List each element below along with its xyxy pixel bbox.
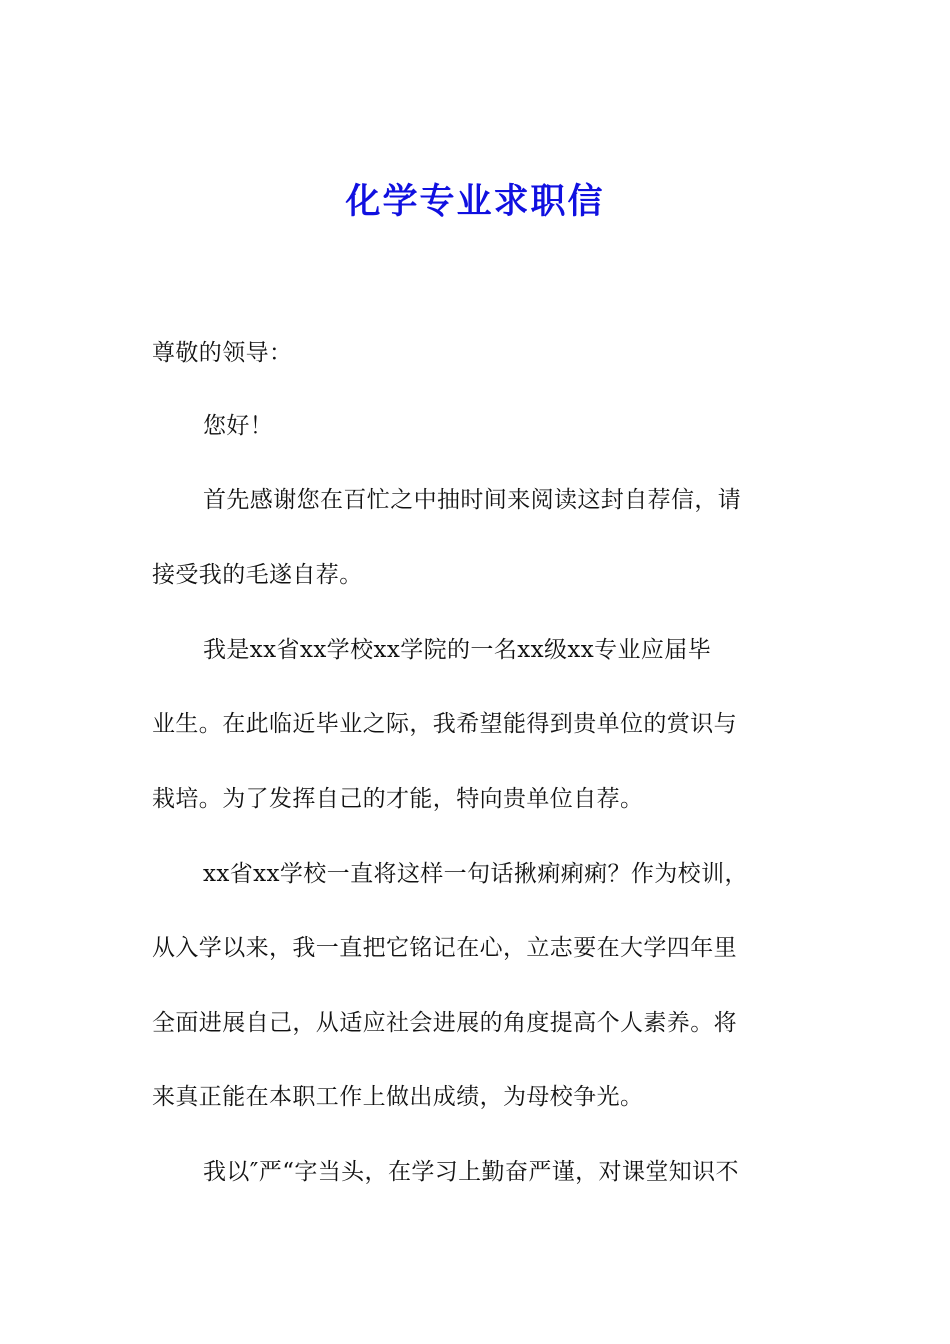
paragraph-line: 全面进展自己，从适应社会进展的角度提高个人素养。将 — [152, 1010, 737, 1036]
paragraph-line: 业生。在此临近毕业之际，我希望能得到贵单位的赏识与 — [152, 711, 737, 737]
paragraph-line: 来真正能在本职工作上做出成绩，为母校争光。 — [152, 1084, 644, 1110]
paragraph-line: 首先感谢您在百忙之中抽时间来阅读这封自荐信，请 — [203, 487, 742, 513]
paragraph-line: 栽培。为了发挥自己的才能，特向贵单位自荐。 — [152, 786, 644, 812]
paragraph-line: 从入学以来，我一直把它铭记在心，立志要在大学四年里 — [152, 935, 737, 961]
paragraph-line: 我是xx省xx学校xx学院的一名xx级xx专业应届毕 — [203, 637, 712, 663]
greeting: 您好！ — [203, 413, 274, 439]
paragraph-line: 我以″严“字当头，在学习上勤奋严谨，对课堂知识不 — [203, 1159, 739, 1185]
page-title: 化学专业求职信 — [345, 182, 605, 222]
paragraph-line: xx省xx学校一直将这样一句话揪痢痢痢？作为校训， — [203, 861, 748, 887]
paragraph-line: 接受我的毛遂自荐。 — [152, 562, 363, 588]
salutation: 尊敬的领导： — [152, 340, 293, 366]
